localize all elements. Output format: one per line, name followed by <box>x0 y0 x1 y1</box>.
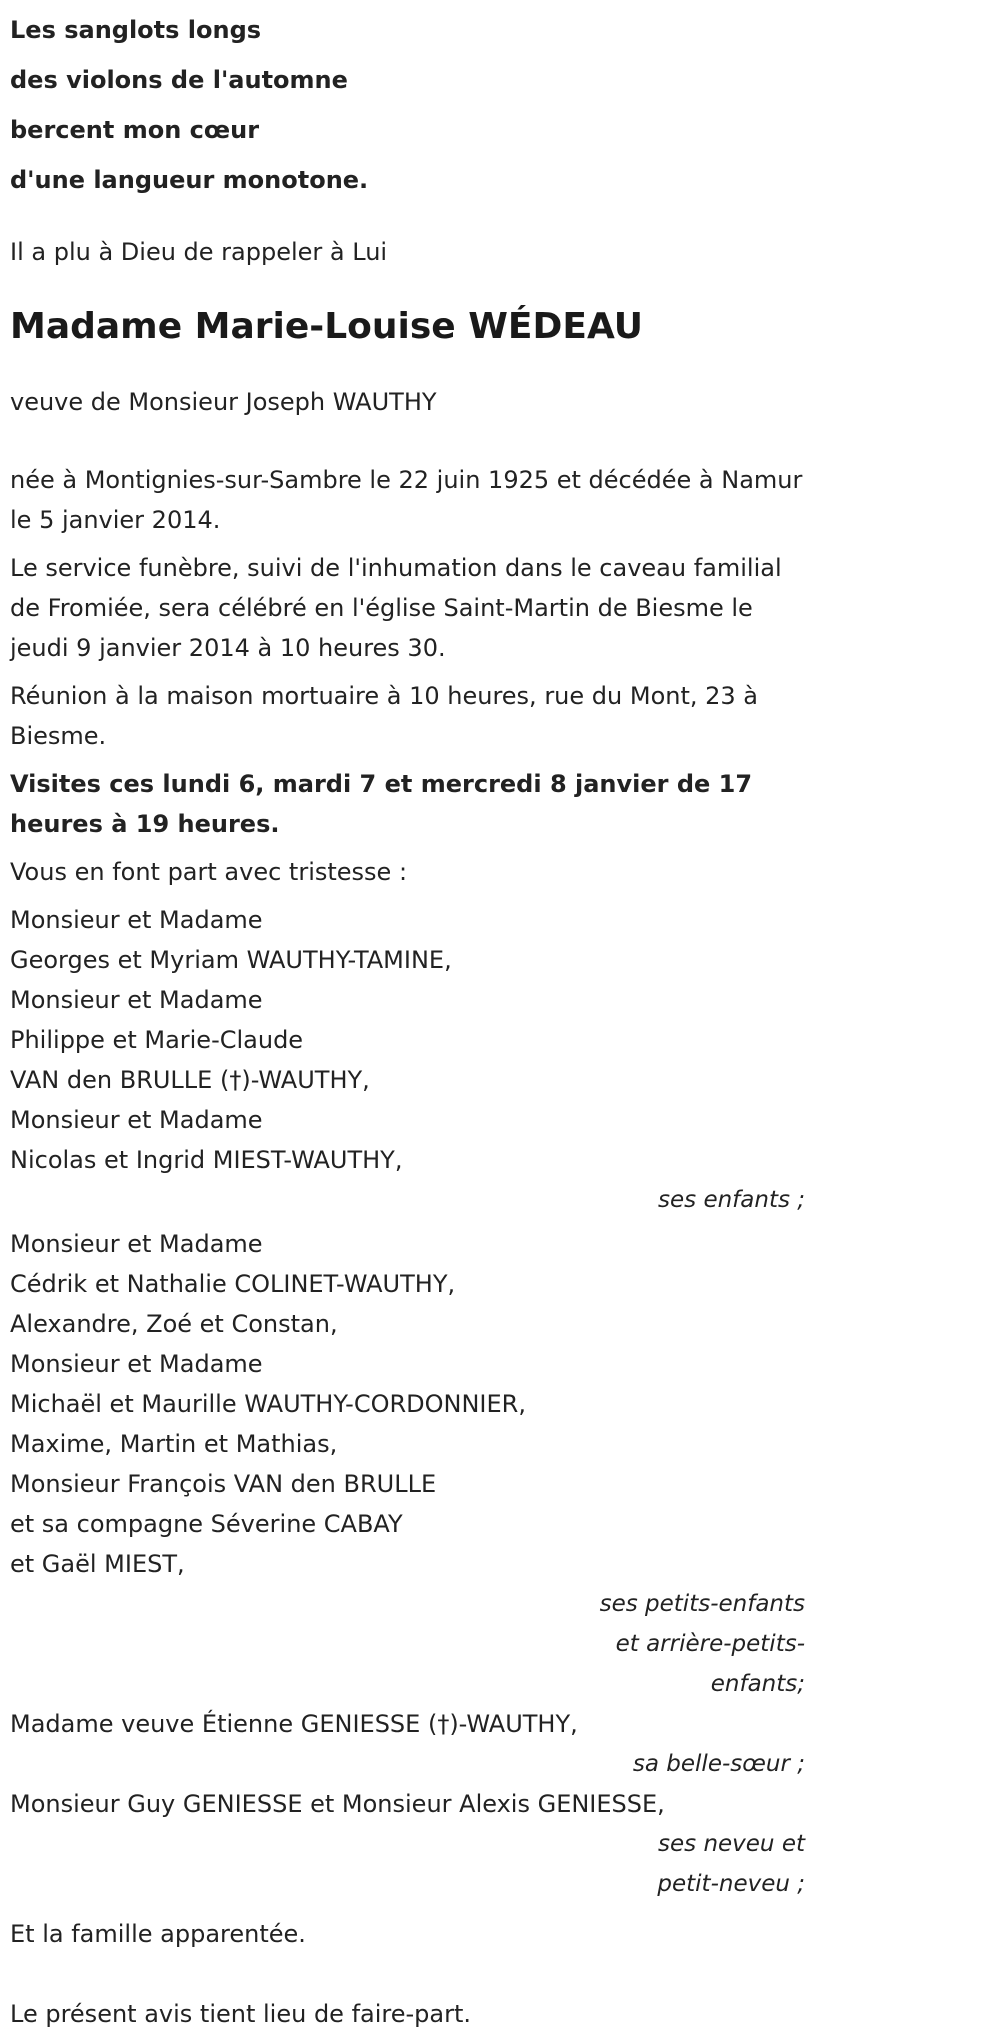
poem-line: bercent mon cœur <box>10 116 260 144</box>
list-item: Cédrik et Nathalie COLINET-WAUTHY, <box>10 1270 456 1298</box>
relation-line: ses neveu et <box>658 1831 805 1857</box>
list-item: et sa compagne Séverine CABAY <box>10 1510 403 1538</box>
children-list <box>10 900 805 1180</box>
list-item: Monsieur et Madame <box>10 1106 263 1134</box>
obituary-notice <box>0 5 805 2034</box>
sister-in-law-line: Madame veuve Étienne GENIESSE (†)-WAUTHY, <box>10 1710 578 1738</box>
reunion-text: Réunion à la maison mortuaire à 10 heures, rue du Mont, 23 à Biesme. <box>10 682 759 750</box>
list-item: Monsieur et Madame <box>10 906 263 934</box>
list-item: Monsieur et Madame <box>10 1350 263 1378</box>
relation-line: ses petits-enfants <box>599 1591 805 1617</box>
list-item: Monsieur et Madame <box>10 986 263 1014</box>
list-item: et Gaël MIEST, <box>10 1550 185 1578</box>
visits-text: Visites ces lundi 6, mardi 7 et mercredi 8 janvier de 17 heures à 19 heures. <box>10 770 753 838</box>
deceased-name: Madame Marie-Louise WÉDEAU <box>10 306 643 347</box>
list-item: Alexandre, Zoé et Constan, <box>10 1310 338 1338</box>
relation-line: enfants; <box>710 1671 805 1697</box>
children-relation: ses enfants ; <box>658 1187 805 1213</box>
list-item: Michaël et Maurille WAUTHY-CORDONNIER, <box>10 1390 526 1418</box>
list-item: Monsieur François VAN den BRULLE <box>10 1470 437 1498</box>
birth-death-text: née à Montignies-sur-Sambre le 22 juin 1925 et décédée à Namur le 5 janvier 2014. <box>10 466 803 534</box>
grandchildren-list <box>10 1224 805 1584</box>
grandchildren-relation <box>575 1584 805 1704</box>
intro-text: Il a plu à Dieu de rappeler à Lui <box>10 238 388 266</box>
poem <box>10 5 805 205</box>
sister-in-law-relation: sa belle-sœur ; <box>632 1751 805 1777</box>
list-item: Nicolas et Ingrid MIEST-WAUTHY, <box>10 1146 403 1174</box>
poem-line: d'une langueur monotone. <box>10 166 369 194</box>
list-item: VAN den BRULLE (†)-WAUTHY, <box>10 1066 370 1094</box>
nephews-relation <box>575 1824 805 1904</box>
relation-line: petit-neveu ; <box>657 1871 805 1897</box>
list-item: Georges et Myriam WAUTHY-TAMINE, <box>10 946 452 974</box>
poem-line: Les sanglots longs <box>10 16 262 44</box>
list-item: Monsieur et Madame <box>10 1230 263 1258</box>
family-text: Et la famille apparentée. <box>10 1920 306 1948</box>
list-item: Philippe et Marie-Claude <box>10 1026 304 1054</box>
relation-line: et arrière-petits- <box>615 1631 805 1657</box>
nephews-line: Monsieur Guy GENIESSE et Monsieur Alexis GENIESSE, <box>10 1790 665 1818</box>
widow-of: veuve de Monsieur Joseph WAUTHY <box>10 388 437 416</box>
poem-line: des violons de l'automne <box>10 66 348 94</box>
closing-text: Le présent avis tient lieu de faire-part. <box>10 2000 472 2028</box>
list-item: Maxime, Martin et Mathias, <box>10 1430 338 1458</box>
announcement-text: Vous en font part avec tristesse : <box>10 858 408 886</box>
service-text: Le service funèbre, suivi de l'inhumation dans le caveau familial de Fromiée, sera célébré en l'église Saint-Martin de Biesme le jeudi 9 janvier 2014 à 10 heures 30. <box>10 554 782 662</box>
